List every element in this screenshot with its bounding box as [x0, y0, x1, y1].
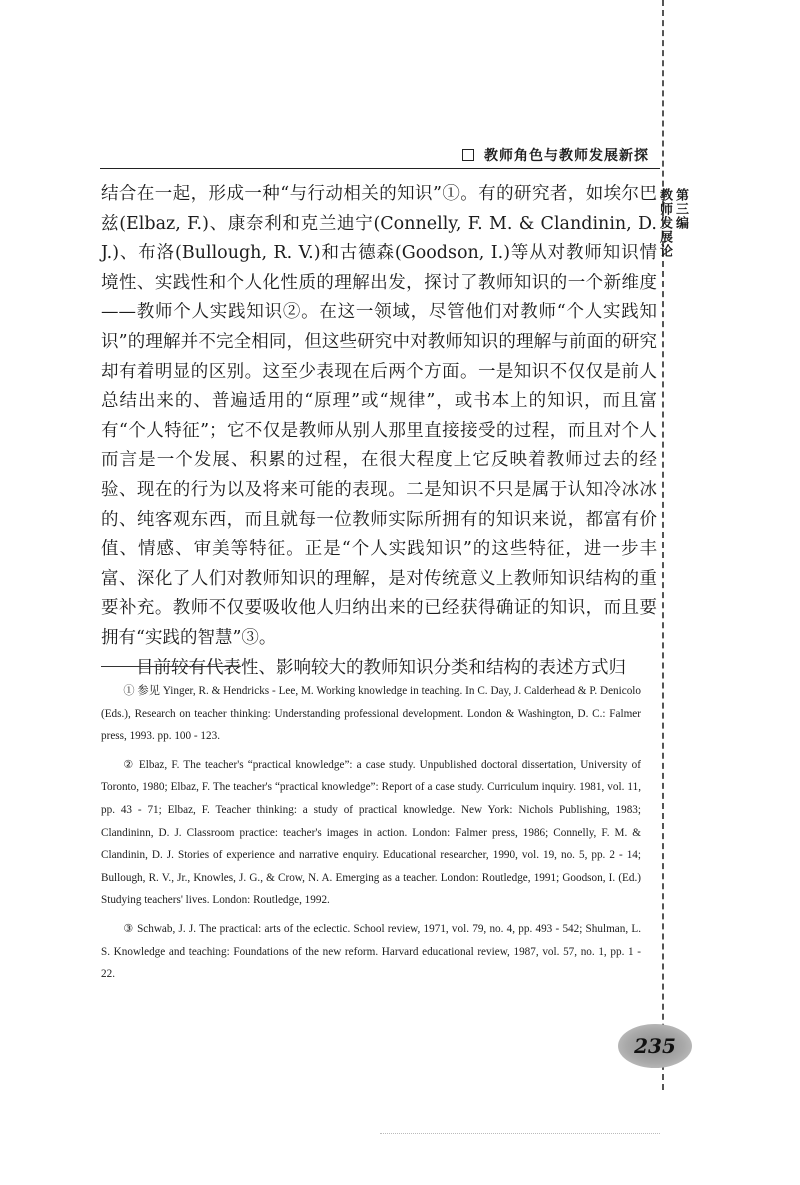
- running-header-title: 教师角色与教师发展新探: [484, 148, 649, 164]
- body-text: [101, 180, 657, 683]
- header-rule: [100, 168, 660, 169]
- running-header: [462, 145, 649, 165]
- side-tab: [657, 188, 688, 258]
- page-number: 235: [618, 1024, 692, 1068]
- paragraph-2: 目前较有代表性、影响较大的教师知识分类和结构的表述方式归: [136, 657, 626, 678]
- footnote-1: ① 参见 Yinger, R. & Hendricks - Lee, M. Working knowledge in teaching. In C. Day, J. Calderhead & P. Denicolo (Eds.), Research on teacher thinking: Understanding professional development. London & Washington, D. C.: Falmer press, 1993. pp. 100 - 123.: [101, 685, 641, 743]
- footnote-3: ③ Schwab, J. J. The practical: arts of the eclectic. School review, 1971, vol. 79, no. 4, pp. 493 - 542; Shulman, L. S. Knowledge and teaching: Foundations of the new reform. Harvard educational review, 1987, vol. 57, no. 1, pp. 1 - 22.: [101, 922, 641, 981]
- footnote-rule: [101, 666, 241, 667]
- scan-artifact-line: [380, 1133, 660, 1136]
- side-tab-part: 第三编: [673, 188, 688, 230]
- footnote-2: ② Elbaz, F. The teacher's “practical knowledge”: a case study. Unpublished doctoral dissertation, University of Toronto, 1980; Elbaz, F. The teacher's “practical knowledge”: Report of a case study. Curriculum inquiry. 1981, vol. 11, pp. 43 - 71; Elbaz, F. Teacher thinking: a study of practical knowledge. New York: Nichols Publishing, 1983; Clandininn, D. J. Classroom practice: teacher's images in action. London: Falmer press, 1986; Connelly, F. M. & Clandinin, D. J. Stories of experience and narrative enquiry. Educational researcher, 1990, vol. 19, no. 5, pp. 2 - 14; Bullough, R. V., Jr., Knowles, J. G., & Crow, N. A. Emerging as a teacher. London: Routledge, 1991; Goodson, I. (Ed.) Studying teachers' lives. London: Routledge, 1992.: [101, 758, 641, 907]
- side-tab-title: 教师发展论: [657, 188, 672, 258]
- footnotes: [101, 680, 641, 992]
- margin-dashed-line: [662, 0, 664, 1090]
- paragraph-1: 结合在一起，形成一种“与行动相关的知识”①。有的研究者，如埃尔巴兹(Elbaz, F.)、康奈利和克兰迪宁(Connelly, F. M. & Clandinin, D. J.)、布洛(Bullough, R. V.)和古德森(Goodson, I.)等从对教师知识情境性、实践性和个人化性质的理解出发，探讨了教师知识的一个新维度——教师个人实践知识②。在这一领域，尽管他们对教师“个人实践知识”的理解并不完全相同，但这些研究中对教师知识的理解与前面的研究却有着明显的区别。这至少表现在后两个方面。一是知识不仅仅是前人总结出来的、普遍适用的“原理”或“规律”，或书本上的知识，而且富有“个人特征”；它不仅是教师从别人那里直接接受的过程，而且对个人而言是一个发展、积累的过程，在很大程度上它反映着教师过去的经验、现在的行为以及将来可能的表现。二是知识不只是属于认知冷冰冰的、纯客观东西，而且就每一位教师实际所拥有的知识来说，都富有价值、情感、审美等特征。正是“个人实践知识”的这些特征，进一步丰富、深化了人们对教师知识的理解，是对传统意义上教师知识结构的重要补充。教师不仅要吸收他人归纳出来的已经获得确证的知识，而且要拥有“实践的智慧”③。: [101, 184, 657, 648]
- square-bullet-icon: [462, 149, 474, 161]
